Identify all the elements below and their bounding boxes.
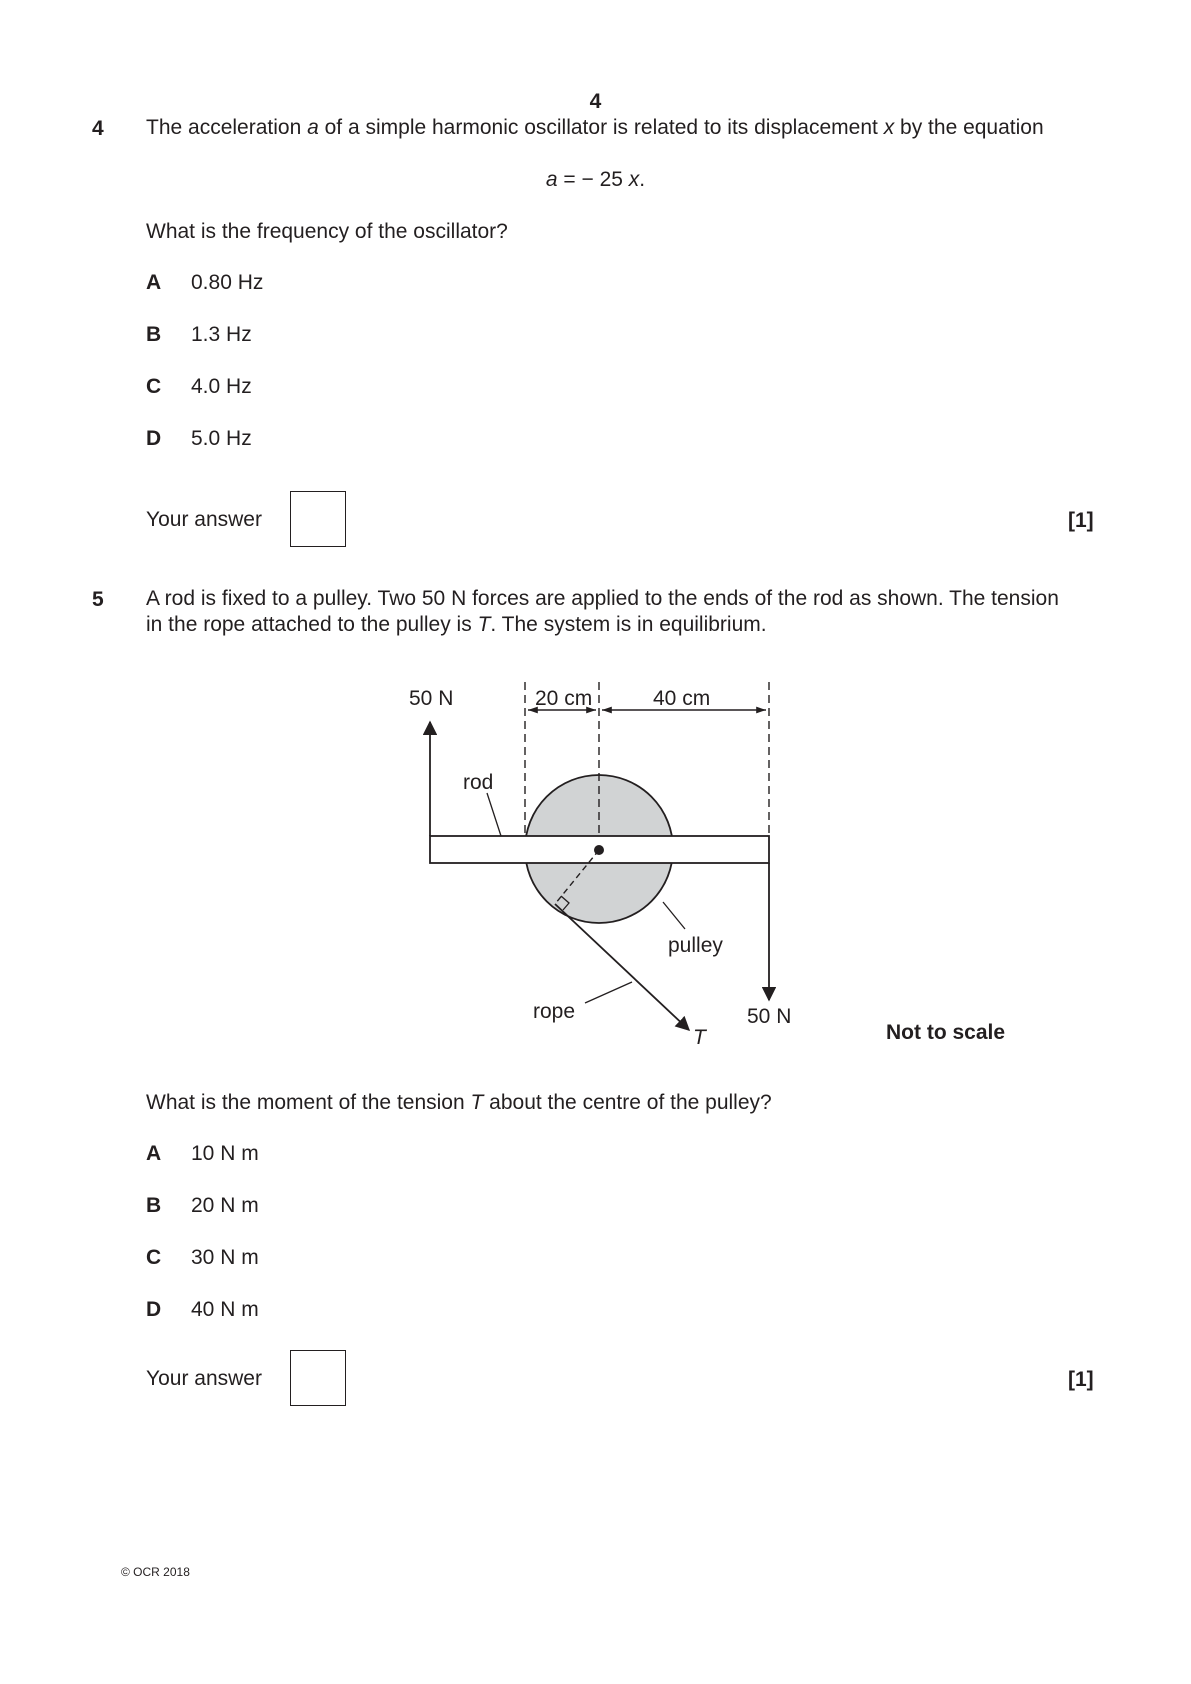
label-dim-20cm: 20 cm	[535, 687, 593, 710]
label-rod: rod	[463, 771, 494, 794]
q4-answer-label: Your answer	[146, 508, 262, 531]
stem-variable-a: a	[307, 116, 319, 139]
label-dim-40cm: 40 cm	[653, 687, 711, 710]
stem-text: of a simple harmonic oscillator is related to its displacement	[318, 116, 884, 139]
q4-option-d-letter: D	[146, 427, 162, 450]
prompt-text: about the centre of the pulley?	[483, 1091, 772, 1114]
q5-option-b-value: 20 N m	[191, 1194, 259, 1217]
pulley-leader-line	[663, 902, 685, 929]
q4-option-c-letter: C	[146, 375, 162, 398]
question-4-number: 4	[92, 117, 104, 140]
q5-option-c-value: 30 N m	[191, 1246, 259, 1269]
stem-variable-x: x	[883, 116, 895, 139]
equation-text: = − 25	[557, 168, 629, 191]
equation-variable-a: a	[545, 168, 558, 191]
question-4-prompt: What is the frequency of the oscillator?	[146, 220, 508, 243]
q5-option-d-value: 40 N m	[191, 1298, 259, 1321]
not-to-scale-note: Not to scale	[886, 1021, 1006, 1044]
label-pulley: pulley	[668, 934, 723, 957]
stem-text: The acceleration	[146, 116, 308, 139]
q4-option-d-value: 5.0 Hz	[191, 427, 252, 450]
q5-answer-box[interactable]	[290, 1350, 346, 1406]
q5-option-c-letter: C	[146, 1246, 162, 1269]
q4-option-b-value: 1.3 Hz	[191, 323, 252, 346]
label-force-right: 50 N	[747, 1005, 792, 1028]
q4-marks: [1]	[1068, 509, 1094, 532]
label-tension-t: T	[693, 1026, 706, 1049]
question-5-number: 5	[92, 588, 104, 611]
rope-leader-line	[585, 982, 632, 1003]
q4-option-b-letter: B	[146, 323, 162, 346]
equation-text: .	[639, 168, 646, 191]
q5-marks: [1]	[1068, 1368, 1094, 1391]
q5-option-a-letter: A	[146, 1142, 162, 1165]
q4-option-c-value: 4.0 Hz	[191, 375, 252, 398]
prompt-variable-t: T	[470, 1091, 484, 1114]
footer-copyright: © OCR 2018	[121, 1565, 190, 1579]
label-force-left: 50 N	[409, 687, 454, 710]
question-5-prompt	[146, 1090, 772, 1116]
q4-option-a-letter: A	[146, 271, 162, 294]
question-5-stem-line1: A rod is fixed to a pulley. Two 50 N forces are applied to the ends of the rod as shown. The tension	[146, 587, 1059, 610]
stem-text: . The system is in equilibrium.	[490, 613, 767, 636]
rod-leader-line	[487, 793, 501, 836]
equation-variable-x: x	[628, 168, 640, 191]
stem-variable-t: T	[477, 613, 491, 636]
q5-option-a-value: 10 N m	[191, 1142, 259, 1165]
q5-option-b-letter: B	[146, 1194, 162, 1217]
q5-answer-label: Your answer	[146, 1367, 262, 1390]
prompt-text: What is the moment of the tension	[146, 1091, 471, 1114]
page-number: 4	[589, 90, 602, 113]
q5-option-d-letter: D	[146, 1298, 162, 1321]
stem-text: by the equation	[894, 116, 1044, 139]
q4-option-a-value: 0.80 Hz	[191, 271, 264, 294]
stem-text: in the rope attached to the pulley is	[146, 613, 478, 636]
label-rope: rope	[533, 1000, 576, 1023]
rope-tension-arrow	[555, 904, 689, 1030]
